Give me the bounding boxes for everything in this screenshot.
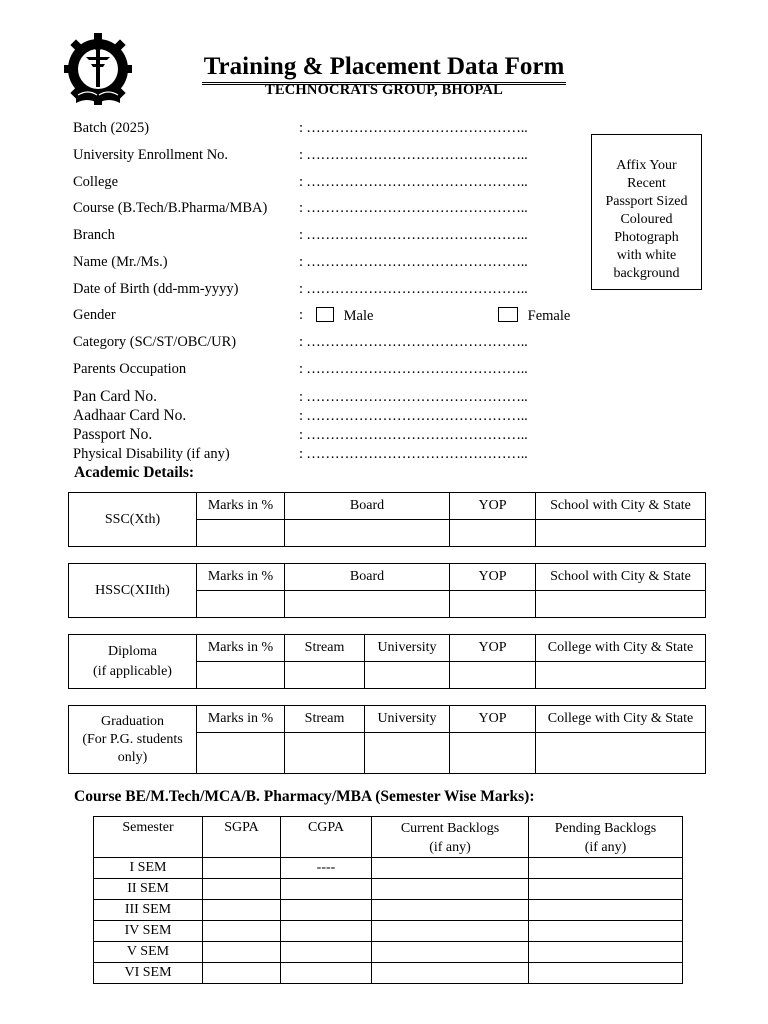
hssc-yop-cell[interactable] (450, 591, 536, 618)
sem-current-backlogs-cell[interactable] (372, 858, 529, 879)
field-label: Physical Disability (if any) (73, 446, 230, 462)
photo-text-line: Passport Sized (605, 194, 688, 209)
hssc-marks-cell[interactable] (197, 591, 285, 618)
sem-sgpa-cell[interactable] (203, 900, 281, 921)
graduation-col-yop: YOP (450, 706, 536, 733)
sem-col-text: Pending Backlogs (554, 821, 657, 836)
sem-pending-backlogs-cell[interactable] (529, 900, 683, 921)
field-blank[interactable]: : ……………………………………….. (299, 334, 528, 350)
sem-row-label: III SEM (94, 900, 203, 921)
graduation-label-line: only) (117, 749, 148, 765)
hssc-board-cell[interactable] (285, 591, 450, 618)
field-label: Passport No. (73, 426, 153, 443)
field-blank[interactable]: : ……………………………………….. (299, 254, 528, 270)
field-label: University Enrollment No. (73, 147, 229, 163)
table-row (94, 900, 683, 921)
diploma-marks-cell[interactable] (197, 662, 285, 689)
field-blank[interactable]: : ……………………………………….. (299, 200, 528, 216)
graduation-label (69, 706, 197, 774)
institute-name: TECHNOCRATS GROUP, BHOPAL (265, 82, 503, 98)
sem-row-label: V SEM (94, 942, 203, 963)
field-pan[interactable] (73, 388, 593, 408)
diploma-university-cell[interactable] (365, 662, 450, 689)
hssc-label: HSSC(XIIth) (69, 564, 197, 618)
ssc-table (68, 492, 706, 547)
sem-sgpa-cell[interactable] (203, 963, 281, 984)
diploma-table (68, 634, 706, 689)
sem-current-backlogs-cell[interactable] (372, 942, 529, 963)
sem-col-semester: Semester (94, 817, 203, 858)
field-label: Gender (73, 307, 116, 323)
ssc-yop-cell[interactable] (450, 520, 536, 547)
diploma-label-line: (if applicable) (93, 663, 172, 679)
field-course[interactable] (73, 200, 593, 220)
field-label: Date of Birth (dd-mm-yyyy) (73, 281, 239, 297)
graduation-label-line: (For P.G. students (82, 731, 183, 747)
photo-text-line: Photograph (614, 230, 679, 245)
diploma-col-stream: Stream (285, 635, 365, 662)
field-blank[interactable]: : ……………………………………….. (299, 174, 528, 190)
sem-row-label: IV SEM (94, 921, 203, 942)
sem-col-pending-backlogs (529, 817, 683, 858)
field-passport[interactable] (73, 426, 593, 446)
field-aadhaar[interactable] (73, 407, 593, 427)
hssc-table (68, 563, 706, 618)
sem-sgpa-cell[interactable] (203, 942, 281, 963)
field-label: Category (SC/ST/OBC/UR) (73, 334, 237, 350)
ssc-label: SSC(Xth) (69, 493, 197, 547)
table-row (94, 858, 683, 879)
table-row (94, 963, 683, 984)
diploma-col-college: College with City & State (536, 635, 706, 662)
semester-heading: Course BE/M.Tech/MCA/B. Pharmacy/MBA (Semester Wise Marks): (74, 788, 535, 805)
field-label: Pan Card No. (73, 388, 157, 405)
ssc-col-marks: Marks in % (197, 493, 285, 520)
sem-pending-backlogs-cell[interactable] (529, 921, 683, 942)
gender-male-option[interactable] (316, 307, 373, 325)
sem-col-text: (if any) (429, 840, 471, 855)
diploma-label-line: Diploma (108, 643, 157, 659)
sem-current-backlogs-cell[interactable] (372, 900, 529, 921)
sem-current-backlogs-cell[interactable] (372, 879, 529, 900)
graduation-label-line: Graduation (101, 713, 164, 729)
field-name[interactable] (73, 254, 593, 274)
ssc-col-board: Board (285, 493, 450, 520)
sem-sgpa-cell[interactable] (203, 921, 281, 942)
field-label: Aadhaar Card No. (73, 407, 187, 424)
graduation-yop-cell[interactable] (450, 733, 536, 774)
sem-row-label: VI SEM (94, 963, 203, 984)
diploma-stream-cell[interactable] (285, 662, 365, 689)
ssc-school-cell[interactable] (536, 520, 706, 547)
sem-pending-backlogs-cell[interactable] (529, 879, 683, 900)
sem-current-backlogs-cell[interactable] (372, 921, 529, 942)
graduation-stream-cell[interactable] (285, 733, 365, 774)
sem-col-sgpa: SGPA (203, 817, 281, 858)
graduation-col-stream: Stream (285, 706, 365, 733)
table-row (94, 921, 683, 942)
field-label: Branch (73, 227, 115, 243)
sem-pending-backlogs-cell[interactable] (529, 963, 683, 984)
sem-cgpa-cell[interactable] (281, 900, 372, 921)
hssc-col-marks: Marks in % (197, 564, 285, 591)
sem-cgpa-cell[interactable] (281, 942, 372, 963)
photo-text-line: background (613, 266, 680, 281)
field-label: Course (B.Tech/B.Pharma/MBA) (73, 200, 268, 216)
field-label: Batch (2025) (73, 120, 150, 136)
field-blank[interactable]: : ……………………………………….. (299, 427, 528, 443)
form-title: Training & Placement Data Form (202, 52, 567, 85)
field-parents-occupation[interactable] (73, 361, 593, 381)
graduation-marks-cell[interactable] (197, 733, 285, 774)
ssc-marks-cell[interactable] (197, 520, 285, 547)
diploma-college-cell[interactable] (536, 662, 706, 689)
field-dob[interactable] (73, 281, 593, 301)
photo-text-line: Coloured (620, 212, 673, 227)
sem-current-backlogs-cell[interactable] (372, 963, 529, 984)
photo-text-line: with white (616, 248, 677, 263)
sem-cgpa-cell[interactable] (281, 879, 372, 900)
field-branch[interactable] (73, 227, 593, 247)
graduation-col-marks: Marks in % (197, 706, 285, 733)
sem-sgpa-cell[interactable] (203, 879, 281, 900)
sem-row-label: I SEM (94, 858, 203, 879)
table-row (94, 879, 683, 900)
form-title-wrap (0, 52, 768, 85)
field-blank[interactable]: : ……………………………………….. (299, 120, 528, 136)
graduation-university-cell[interactable] (365, 733, 450, 774)
field-college[interactable] (73, 174, 593, 194)
diploma-col-university: University (365, 635, 450, 662)
field-blank[interactable]: : ……………………………………….. (299, 408, 528, 424)
sem-cgpa-cell: ---- (281, 858, 372, 879)
field-disability[interactable] (73, 446, 593, 466)
graduation-col-university: University (365, 706, 450, 733)
sem-cgpa-cell[interactable] (281, 963, 372, 984)
field-blank[interactable]: : ……………………………………….. (299, 389, 528, 405)
field-label: Parents Occupation (73, 361, 187, 377)
diploma-yop-cell[interactable] (450, 662, 536, 689)
field-label: College (73, 174, 119, 190)
field-category[interactable] (73, 334, 593, 354)
sem-col-text: (if any) (584, 840, 627, 855)
field-blank[interactable]: : ……………………………………….. (299, 281, 528, 297)
table-row (94, 942, 683, 963)
graduation-college-cell[interactable] (536, 733, 706, 774)
graduation-col-college: College with City & State (536, 706, 706, 733)
hssc-col-school: School with City & State (536, 564, 706, 591)
gender-colon: : (299, 307, 304, 323)
sem-row-label: II SEM (94, 879, 203, 900)
sem-col-text: Current Backlogs (400, 821, 500, 836)
male-checkbox[interactable] (316, 307, 334, 322)
sem-pending-backlogs-cell[interactable] (529, 942, 683, 963)
female-label: Female (527, 308, 571, 324)
field-label: Name (Mr./Ms.) (73, 254, 168, 270)
field-batch[interactable] (73, 120, 593, 140)
male-label: Male (343, 308, 374, 324)
field-gender (73, 307, 593, 327)
female-checkbox[interactable] (498, 307, 518, 322)
gender-female-option[interactable] (498, 307, 570, 325)
sem-col-current-backlogs (372, 817, 529, 858)
hssc-school-cell[interactable] (536, 591, 706, 618)
semester-table (93, 816, 683, 984)
academic-heading: Academic Details: (74, 464, 195, 481)
diploma-col-marks: Marks in % (197, 635, 285, 662)
diploma-label (69, 635, 197, 689)
photo-text-line: Recent (627, 176, 666, 191)
field-enrollment[interactable] (73, 147, 593, 167)
graduation-table (68, 705, 706, 774)
ssc-board-cell[interactable] (285, 520, 450, 547)
ssc-col-yop: YOP (450, 493, 536, 520)
sem-sgpa-cell[interactable] (203, 858, 281, 879)
field-blank[interactable]: : ……………………………………….. (299, 227, 528, 243)
diploma-col-yop: YOP (450, 635, 536, 662)
hssc-col-board: Board (285, 564, 450, 591)
field-blank[interactable]: : ……………………………………….. (299, 446, 528, 462)
ssc-col-school: School with City & State (536, 493, 706, 520)
field-blank[interactable]: : ……………………………………….. (299, 361, 528, 377)
photo-box[interactable] (591, 134, 702, 290)
photo-text-line: Affix Your (616, 158, 677, 173)
sem-cgpa-cell[interactable] (281, 921, 372, 942)
sem-pending-backlogs-cell[interactable] (529, 858, 683, 879)
sem-col-cgpa: CGPA (281, 817, 372, 858)
hssc-col-yop: YOP (450, 564, 536, 591)
field-blank[interactable]: : ……………………………………….. (299, 147, 528, 163)
